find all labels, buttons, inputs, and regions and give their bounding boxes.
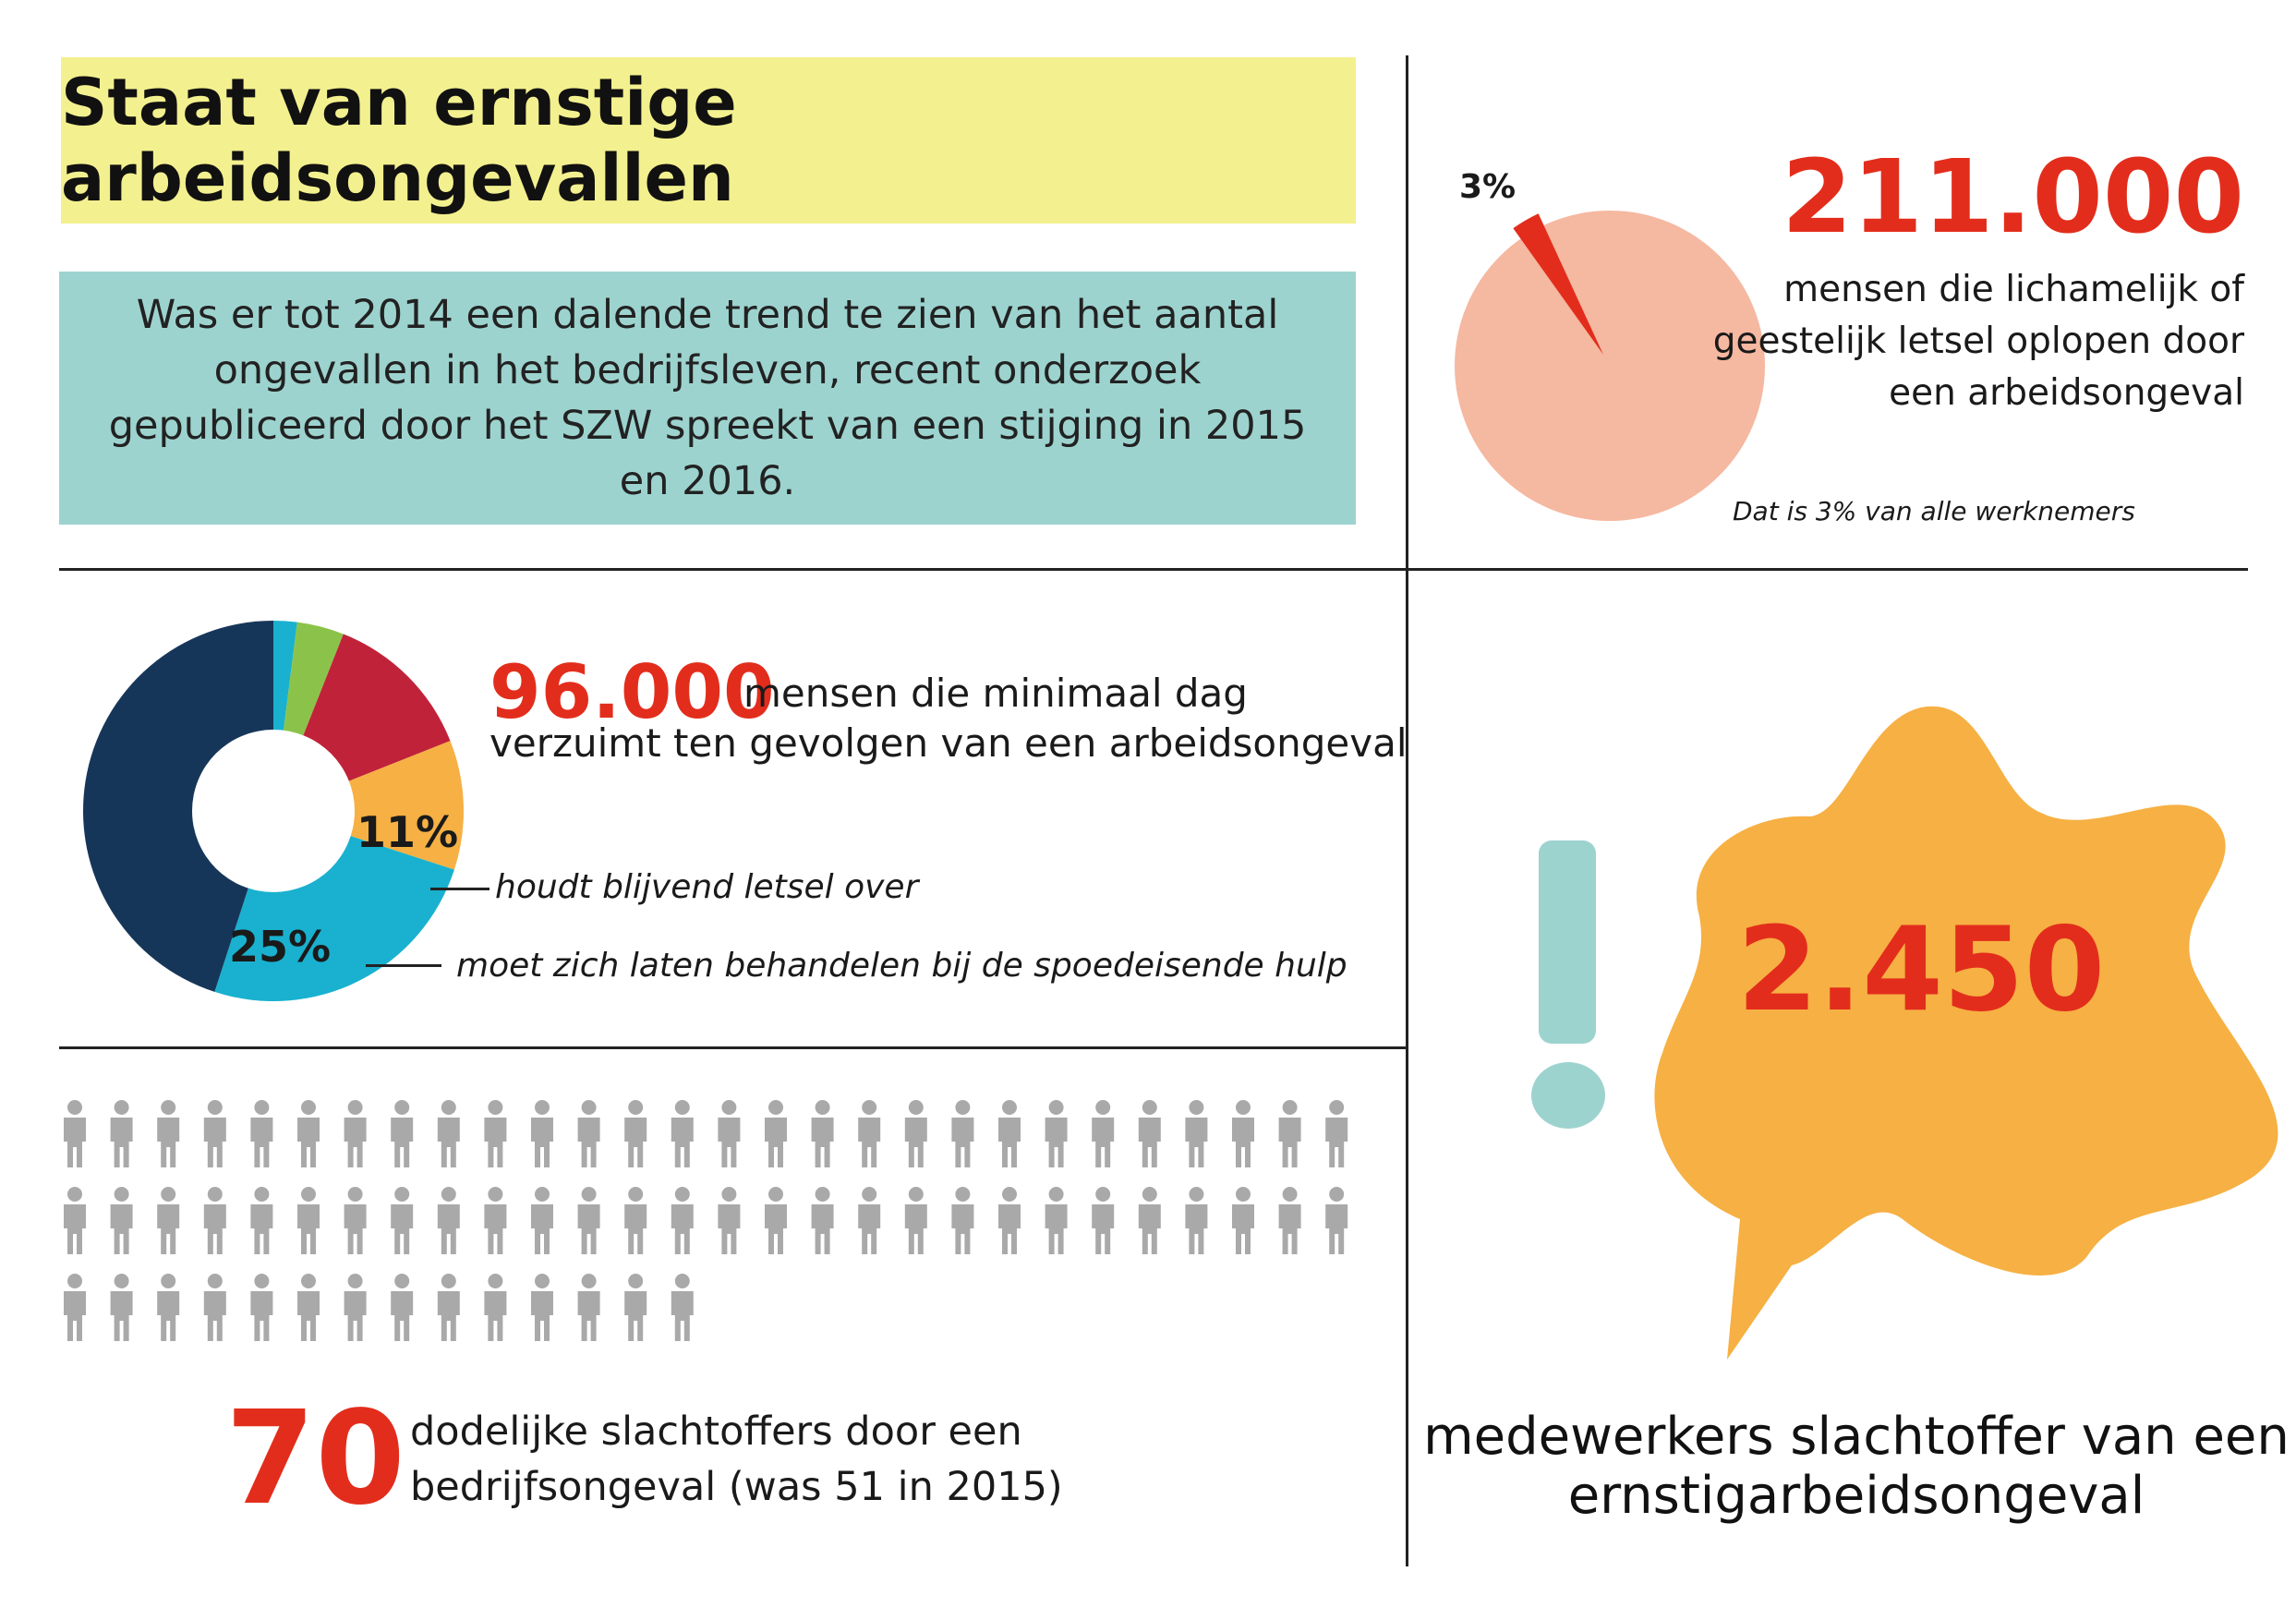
person-icon bbox=[484, 1274, 506, 1341]
donut-11pct-text: houdt blijvend letsel over bbox=[495, 868, 919, 906]
horizontal-divider-top bbox=[59, 568, 2248, 571]
donut-11pct-label: 11% bbox=[356, 807, 459, 857]
person-icon bbox=[1185, 1100, 1207, 1167]
person-icon bbox=[812, 1100, 834, 1167]
person-icon bbox=[391, 1100, 413, 1167]
person-icon bbox=[671, 1100, 694, 1167]
person-icon bbox=[1045, 1187, 1068, 1254]
person-icon bbox=[64, 1187, 86, 1254]
person-icon bbox=[578, 1100, 600, 1167]
person-icon bbox=[344, 1187, 367, 1254]
person-icon bbox=[624, 1100, 647, 1167]
leader-line-25 bbox=[366, 964, 441, 967]
title-banner bbox=[61, 57, 1356, 224]
person-icon bbox=[438, 1187, 460, 1254]
person-icon bbox=[297, 1100, 320, 1167]
donut-hole bbox=[192, 730, 355, 892]
page-title: Staat van ernstige arbeidsongevallen bbox=[61, 65, 737, 216]
people-pictogram bbox=[61, 1099, 1372, 1358]
person-icon bbox=[951, 1100, 973, 1167]
person-icon bbox=[998, 1187, 1021, 1254]
person-icon bbox=[204, 1100, 226, 1167]
person-icon bbox=[484, 1100, 506, 1167]
person-icon bbox=[250, 1274, 272, 1341]
person-icon bbox=[1279, 1187, 1301, 1254]
person-icon bbox=[157, 1100, 179, 1167]
person-icon bbox=[531, 1187, 553, 1254]
person-icon bbox=[1092, 1100, 1114, 1167]
person-icon bbox=[718, 1100, 740, 1167]
pie-3pct-label: 3% bbox=[1459, 168, 1517, 206]
person-icon bbox=[157, 1187, 179, 1254]
person-icon bbox=[111, 1274, 133, 1341]
person-icon bbox=[1325, 1100, 1347, 1167]
stat-211-note: Dat is 3% van alle werknemers bbox=[1733, 496, 2135, 526]
person-icon bbox=[671, 1274, 694, 1341]
exclamation-dot-icon bbox=[1531, 1062, 1605, 1129]
person-icon bbox=[64, 1100, 86, 1167]
stat-2450-number: 2.450 bbox=[1736, 901, 2106, 1037]
person-icon bbox=[765, 1100, 787, 1167]
person-icon bbox=[1092, 1187, 1114, 1254]
person-icon bbox=[157, 1274, 179, 1341]
person-icon bbox=[64, 1274, 86, 1341]
donut-25pct-text: moet zich laten behandelen bij de spoedeisende hulp bbox=[456, 947, 1347, 985]
person-icon bbox=[484, 1187, 506, 1254]
vertical-divider bbox=[1406, 55, 1408, 1566]
donut-25pct-label: 25% bbox=[229, 922, 332, 972]
person-icon bbox=[765, 1187, 787, 1254]
stat-211-number: 211.000 bbox=[1781, 138, 2244, 256]
person-icon bbox=[1325, 1187, 1347, 1254]
person-icon bbox=[297, 1274, 320, 1341]
person-icon bbox=[671, 1187, 694, 1254]
person-icon bbox=[578, 1187, 600, 1254]
person-icon bbox=[1232, 1187, 1254, 1254]
person-icon bbox=[111, 1100, 133, 1167]
person-icon bbox=[391, 1187, 413, 1254]
person-icon bbox=[905, 1187, 927, 1254]
person-icon bbox=[204, 1274, 226, 1341]
person-icon bbox=[951, 1187, 973, 1254]
person-icon bbox=[531, 1100, 553, 1167]
person-icon bbox=[858, 1100, 880, 1167]
intro-text: Was er tot 2014 een dalende trend te zien van het aantal ongevallen in het bedrijfsleven, recent onderzoek gepubliceerd door het SZW spreekt van een stijging in 2015 en 2016. bbox=[108, 292, 1307, 504]
person-icon bbox=[297, 1187, 320, 1254]
stat-70-number: 70 bbox=[225, 1384, 405, 1534]
person-icon bbox=[250, 1100, 272, 1167]
person-icon bbox=[250, 1187, 272, 1254]
stat-96-text-b: verzuimt ten gevolgen van een arbeidsongeval bbox=[489, 720, 1408, 766]
person-icon bbox=[578, 1274, 600, 1341]
person-icon bbox=[624, 1274, 647, 1341]
person-icon bbox=[438, 1100, 460, 1167]
person-icon bbox=[718, 1187, 740, 1254]
person-icon bbox=[344, 1100, 367, 1167]
stat-96-text-a: mensen die minimaal dag bbox=[743, 671, 1248, 716]
person-icon bbox=[1232, 1100, 1254, 1167]
stat-96-number: 96.000 bbox=[489, 649, 775, 735]
person-icon bbox=[1139, 1187, 1161, 1254]
person-icon bbox=[812, 1187, 834, 1254]
person-icon bbox=[1279, 1100, 1301, 1167]
person-icon bbox=[438, 1274, 460, 1341]
person-icon bbox=[531, 1274, 553, 1341]
person-icon bbox=[858, 1187, 880, 1254]
person-icon bbox=[998, 1100, 1021, 1167]
person-icon bbox=[905, 1100, 927, 1167]
person-icon bbox=[1045, 1100, 1068, 1167]
person-icon bbox=[344, 1274, 367, 1341]
leader-line-11 bbox=[430, 888, 489, 890]
person-icon bbox=[1185, 1187, 1207, 1254]
person-icon bbox=[204, 1187, 226, 1254]
person-icon bbox=[111, 1187, 133, 1254]
stat-70-text: dodelijke slachtoffers door een bedrijfsongeval (was 51 in 2015) bbox=[410, 1408, 1063, 1510]
person-icon bbox=[391, 1274, 413, 1341]
intro-panel bbox=[59, 272, 1356, 525]
person-icon bbox=[1139, 1100, 1161, 1167]
person-icon bbox=[624, 1187, 647, 1254]
stat-211-text: mensen die lichamelijk of geestelijk letsel oplopen door een arbeidsongeval bbox=[1712, 269, 2244, 414]
exclamation-bar-icon bbox=[1539, 840, 1596, 1044]
stat-2450-text: medewerkers slachtoffer van een ernstigarbeidsongeval bbox=[1423, 1407, 2290, 1526]
horizontal-divider-left bbox=[59, 1046, 1406, 1049]
